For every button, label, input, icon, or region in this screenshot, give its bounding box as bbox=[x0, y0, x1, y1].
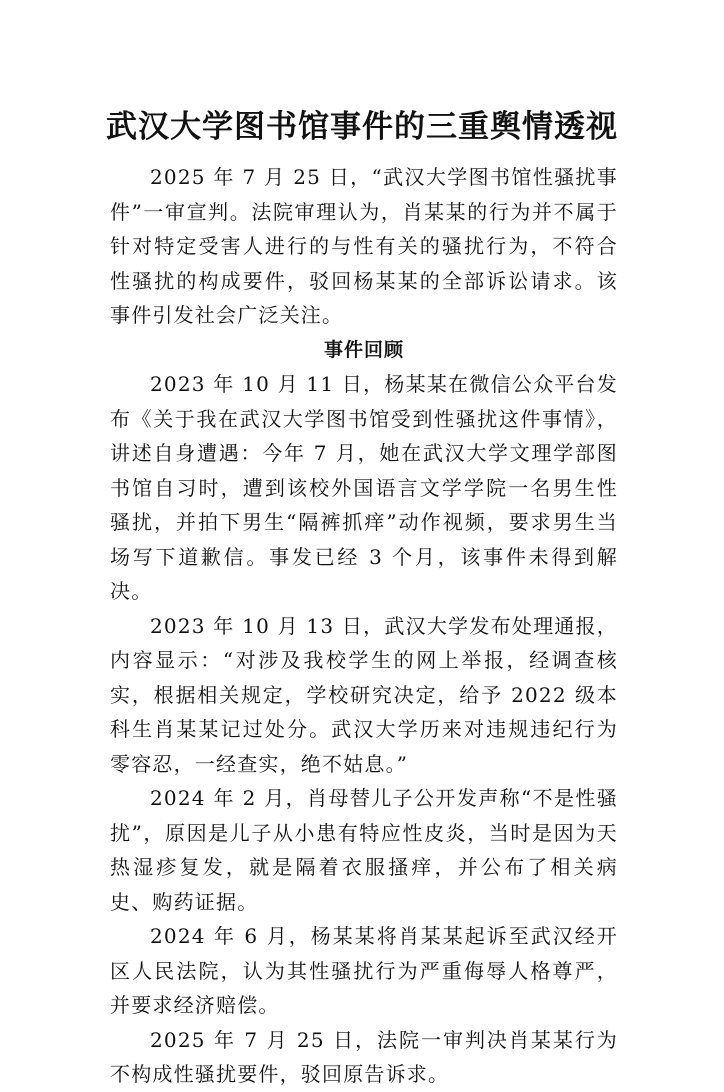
intro-paragraph: 2025 年 7 月 25 日，“武汉大学图书馆性骚扰事件”一审宣判。法院审理认为，肖某某的行为并不属于针对特定受害人进行的与性有关的骚扰行为，不符合性骚扰的构成要件，驳回杨某某的全部诉讼请求。该事件引发社会广泛关注。 bbox=[110, 165, 618, 327]
document-title: 武汉大学图书馆事件的三重舆情透视 bbox=[106, 108, 618, 145]
paragraph-2025-07-25: 2025 年 7 月 25 日，法院一审判决肖某某行为不构成性骚扰要件，驳回原告诉求。 bbox=[110, 1027, 618, 1086]
paragraph-2023-10-11: 2023 年 10 月 11 日，杨某某在微信公众平台发布《关于我在武汉大学图书馆受到性骚扰这件事情》，讲述自身遭遇：今年 7 月，她在武汉大学文理学部图书馆自习时，遭到该校外国语言文学学院一名男生性骚扰，并拍下男生“隔裤抓痒”动作视频，要求男生当场写下道歉信。事发已经 3 个月，该事件未得到解决。 bbox=[110, 372, 618, 603]
document-body bbox=[110, 160, 618, 1092]
paragraph-2024-02: 2024 年 2 月，肖母替儿子公开发声称“不是性骚扰”，原因是儿子从小患有特应性皮炎，当时是因为天热湿疹复发，就是隔着衣服搔痒，并公布了相关病史、购药证据。 bbox=[110, 786, 618, 914]
section-heading-event-review: 事件回顾 bbox=[323, 338, 404, 361]
paragraph-2023-10-13: 2023 年 10 月 13 日，武汉大学发布处理通报，内容显示：“对涉及我校学生的网上举报，经调查核实，根据相关规定，学校研究决定，给予 2022 级本科生肖某某记过处分。武汉大学历来对违规违纪行为零容忍，一经查实，绝不姑息。” bbox=[110, 613, 618, 776]
paragraph-2024-06: 2024 年 6 月，杨某某将肖某某起诉至武汉经开区人民法院，认为其性骚扰行为严重侮辱人格尊严，并要求经济赔偿。 bbox=[110, 924, 618, 1017]
